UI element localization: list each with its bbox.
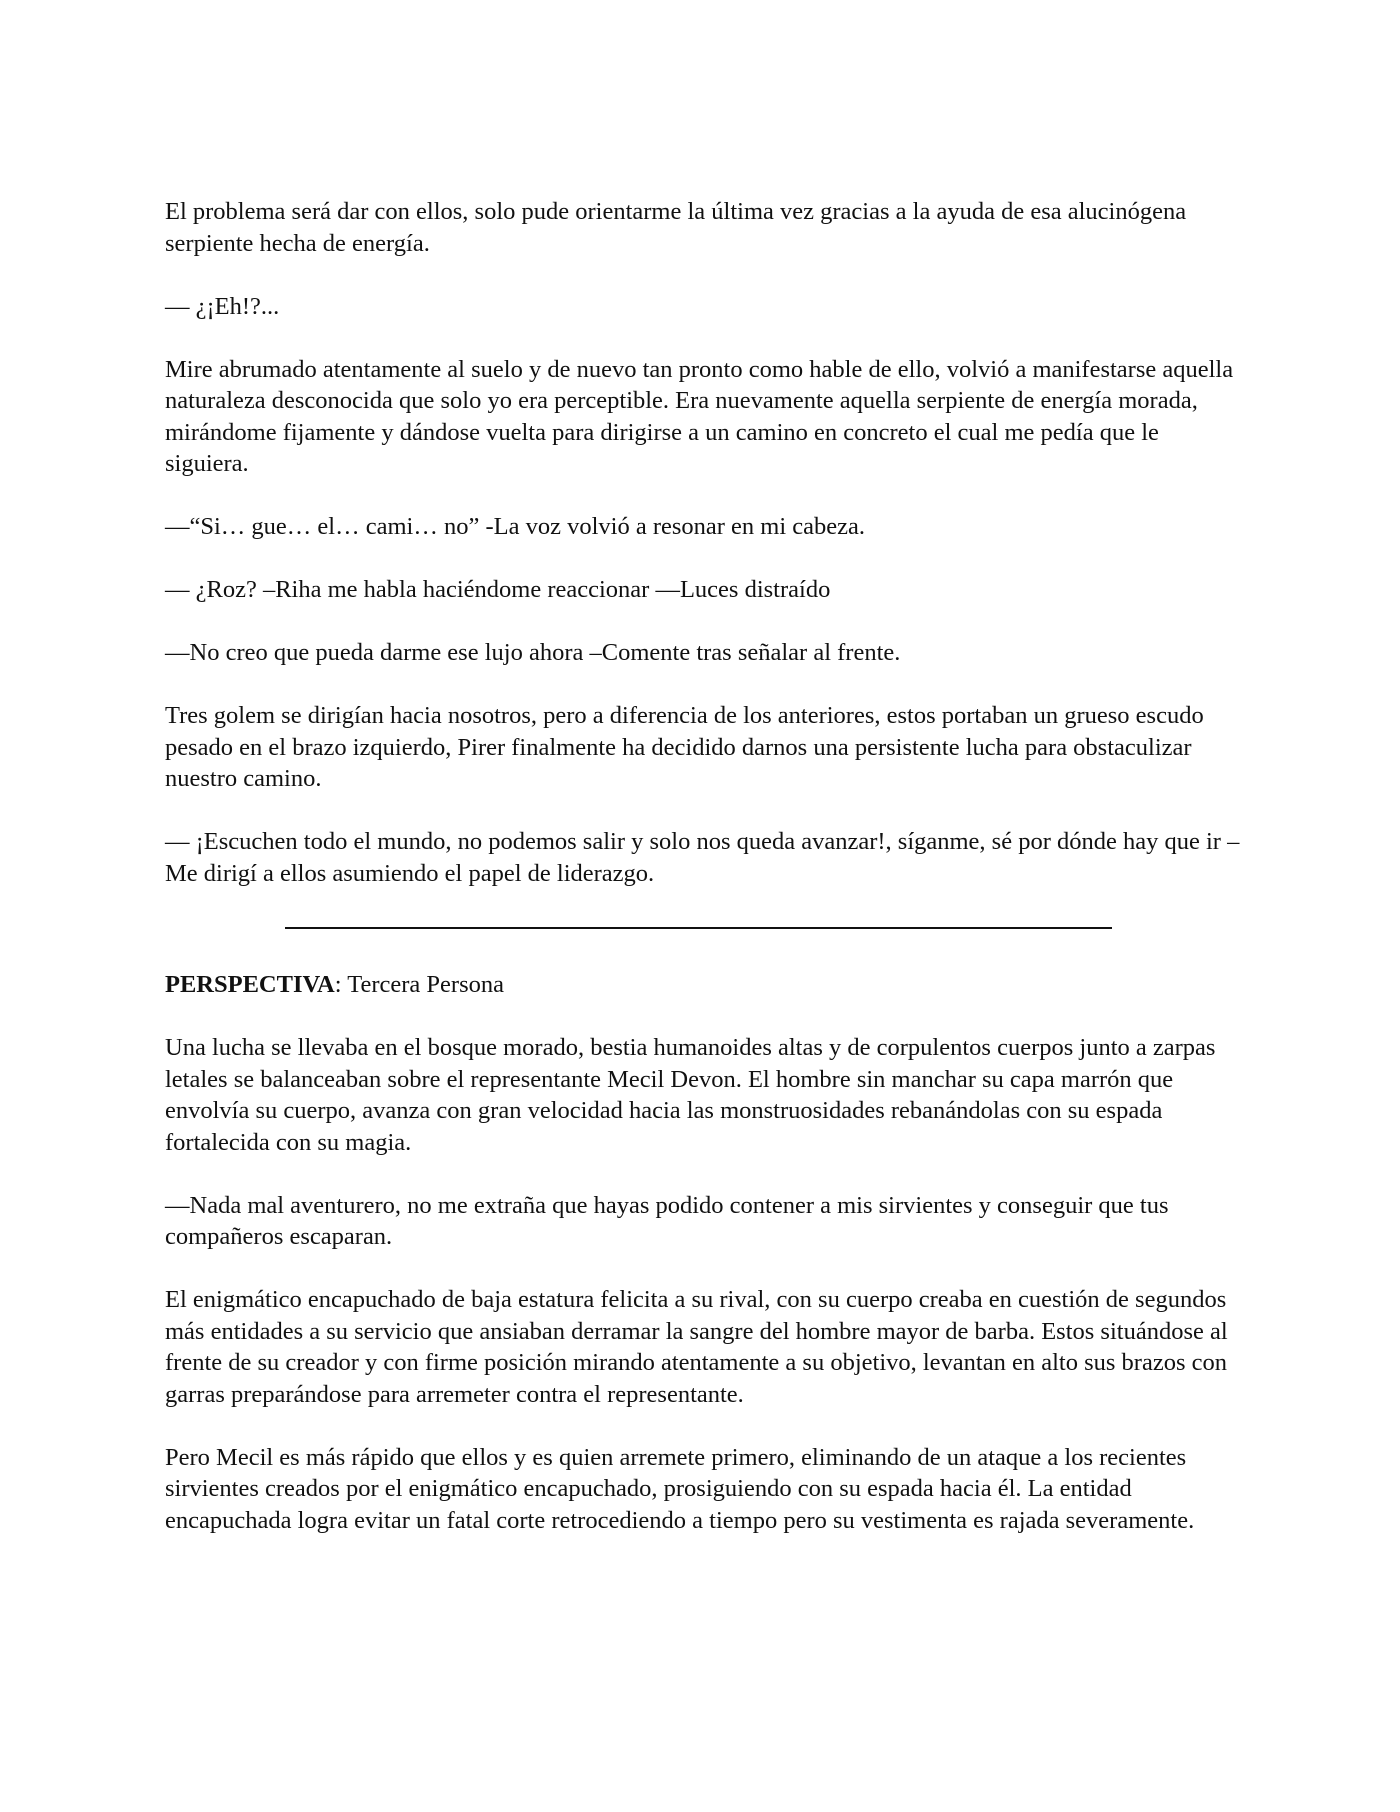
perspective-separator: :	[334, 971, 342, 998]
dialogue-line: — ¡Escuchen todo el mundo, no podemos salir y solo nos queda avanzar!, síganme, sé por dónde hay que ir –Me dirigí a ellos asumiendo el papel de liderazgo.	[165, 828, 1240, 887]
paragraph: Mire abrumado atentamente al suelo y de nuevo tan pronto como hable de ello, volvió a manifestarse aquella naturaleza desconocida que solo yo era perceptible. Era nuevamente aquella serpiente de energía morada, mirándome fijamente y dándose vuelta para dirigirse a un camino en concreto el cual me pedía que le siguiera.	[165, 355, 1234, 477]
paragraph: El problema será dar con ellos, solo pude orientarme la última vez gracias a la ayuda de esa alucinógena serpiente hecha de energía.	[165, 198, 1187, 257]
dialogue-line: — ¿Roz? –Riha me habla haciéndome reaccionar —Luces distraído	[165, 576, 831, 603]
paragraph: Una lucha se llevaba en el bosque morado, bestia humanoides altas y de corpulentos cuerpos junto a zarpas letales se balanceaban sobre el representante Mecil Devon. El hombre sin manchar su capa marrón que envolvía su cuerpo, avanza con gran velocidad hacia las monstruosidades rebanándolas con su espada fortalecida con su magia.	[165, 1034, 1216, 1156]
document-body	[165, 196, 1245, 1568]
dialogue-line: —“Si… gue… el… cami… no” -La voz volvió a resonar en mi cabeza.	[165, 513, 866, 540]
dialogue-line: —Nada mal aventurero, no me extraña que hayas podido contener a mis sirvientes y conseguir que tus compañeros escaparan.	[165, 1191, 1169, 1250]
paragraph: Pero Mecil es más rápido que ellos y es quien arremete primero, eliminando de un ataque a los recientes sirvientes creados por el enigmático encapuchado, prosiguiendo con su espada hacia él. La entidad encapuchada logra evitar un fatal corte retrocediendo a tiempo pero su vestimenta es rajada severamente.	[165, 1443, 1195, 1534]
perspective-label: PERSPECTIVA	[165, 971, 335, 998]
perspective-heading	[165, 969, 1245, 1001]
perspective-value: Tercera Persona	[341, 971, 504, 998]
dialogue-line: — ¿¡Eh!?...	[165, 292, 280, 320]
dialogue-line: —No creo que pueda darme ese lujo ahora –Comente tras señalar al frente.	[165, 639, 901, 666]
section-divider	[285, 927, 1112, 929]
paragraph: El enigmático encapuchado de baja estatura felicita a su rival, con su cuerpo creaba en cuestión de segundos más entidades a su servicio que ansiaban derramar la sangre del hombre mayor de barba. Estos situándose al frente de su creador y con firme posición mirando atentamente a su objetivo, levantan en alto sus brazos con garras preparándose para arremeter contra el representante.	[165, 1286, 1228, 1408]
paragraph: Tres golem se dirigían hacia nosotros, pero a diferencia de los anteriores, estos portaban un grueso escudo pesado en el brazo izquierdo, Pirer finalmente ha decidido darnos una persistente lucha para obstaculizar nuestro camino.	[165, 702, 1204, 792]
